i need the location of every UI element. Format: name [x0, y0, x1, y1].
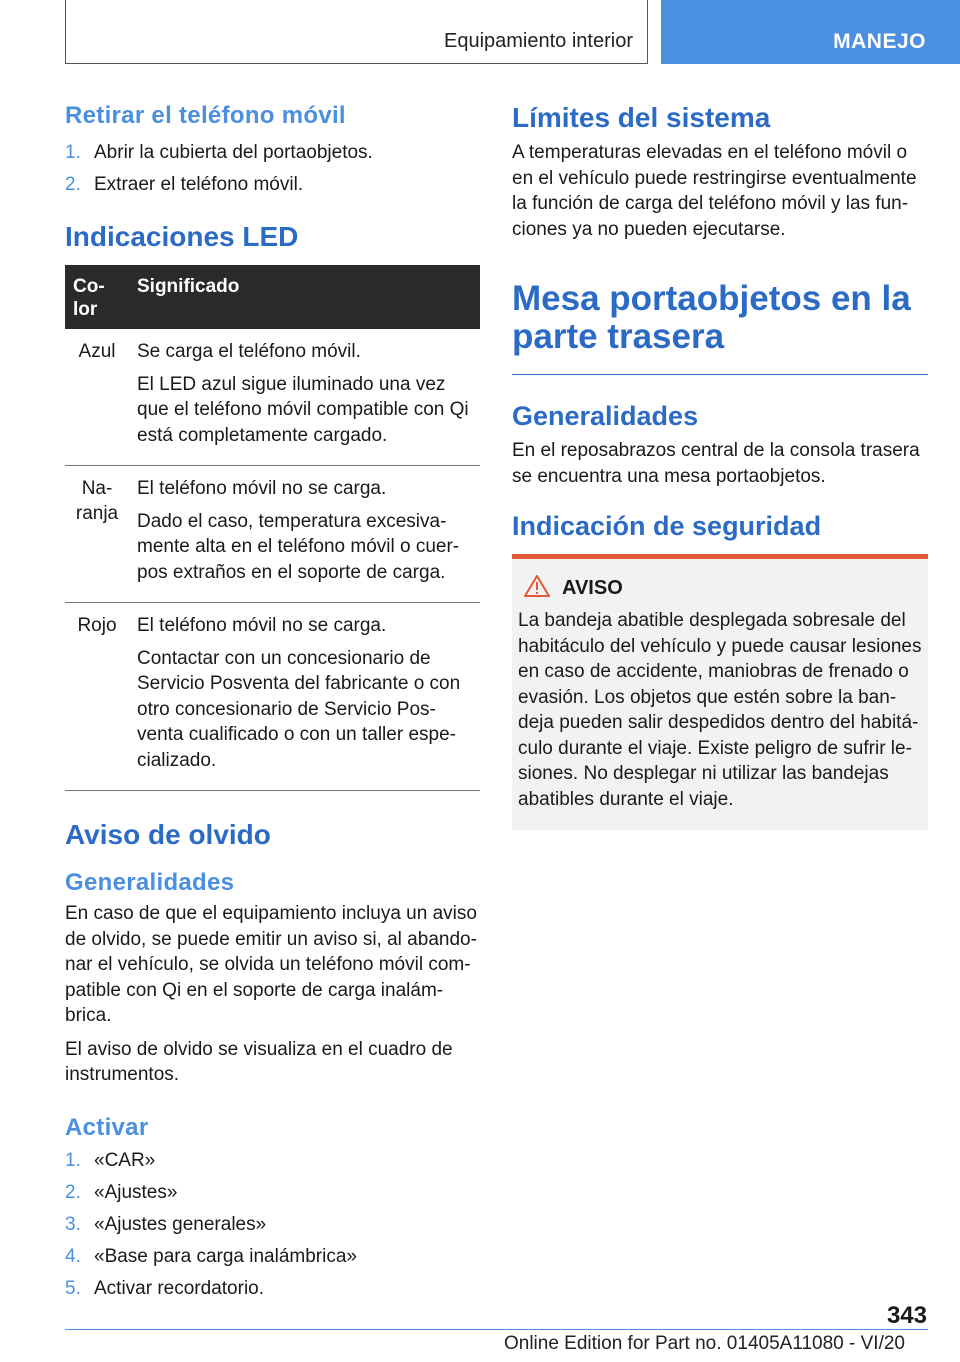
reminder-general-heading: Generalidades — [65, 869, 235, 896]
chapter-tab-label: MANEJO — [833, 30, 926, 53]
warning-triangle-icon — [524, 575, 550, 602]
limits-heading: Límites del sistema — [512, 102, 771, 133]
table-header-meaning: Significado — [129, 265, 480, 329]
reminder-paragraph-2: El aviso de olvido se visualiza en el cuadro de instrumentos. — [65, 1038, 453, 1085]
list-item: 2. «Ajustes» — [65, 1181, 178, 1203]
activate-heading: Activar — [65, 1113, 149, 1141]
remove-steps — [65, 140, 480, 197]
rear-general-paragraph: En el reposabrazos central de la consola trasera se encuentra una mesa portaobjetos. — [512, 440, 920, 487]
right-column — [512, 102, 928, 830]
list-item: 4. «Base para carga inalámbrica» — [65, 1245, 357, 1267]
heading-rule — [512, 374, 928, 375]
warning-box — [512, 554, 928, 830]
activate-steps — [65, 1148, 480, 1301]
reminder-paragraph: En caso de que el equipamiento incluya un aviso de olvido, se puede emitir un aviso si, al abando-nar el vehículo, se olvida un teléfono móvil com-patible con Qi en el soporte de carga inalám-brica. — [65, 903, 477, 1026]
chapter-tab[interactable] — [661, 0, 960, 64]
table-row: Rojo El teléfono móvil no se carga. Contactar con un concesionario de Servicio Posventa del fabricante o con otro concesionario de Servicio Pos-venta cualificado o con un taller espe-cializado. — [65, 603, 480, 791]
page-number: 343 — [886, 1302, 927, 1329]
footer-rule — [65, 1329, 928, 1330]
limits-paragraph: A temperaturas elevadas en el teléfono móvil o en el vehículo puede restringirse eventualmente la función de carga del teléfono móvil y las fun-ciones ya no pueden ejecutarse. — [512, 142, 917, 240]
list-item: 1. Abrir la cubierta del portaobjetos. — [65, 142, 373, 163]
table-header-color: Co- lor — [65, 265, 129, 329]
warning-title: AVISO — [562, 577, 623, 599]
left-column — [65, 102, 480, 1308]
safety-heading: Indicación de seguridad — [512, 511, 822, 541]
table-row: Na- ranja El teléfono móvil no se carga. Dado el caso, temperatura excesiva-mente alta en el teléfono móvil o cuer-pos extraños en el soporte de carga. — [65, 466, 480, 603]
led-table — [65, 265, 480, 791]
section-title: Equipamiento interior — [444, 30, 633, 52]
header-section-box — [65, 0, 648, 64]
edition-text: Online Edition for Part no. 01405A11080 - VI/20 — [503, 1333, 905, 1354]
warning-text: La bandeja abatible desplegada sobresale del habitáculo del vehículo y puede causar lesiones en caso de accidente, maniobras de frenado o evasión. Los objetos que estén sobre la ban-deja pueden salir despedidos dentro del habitá-culo durante el viaje. Existe peligro de sufrir le-siones. No desplegar ni utilizar las bandejas abatibles durante el viaje. — [518, 610, 922, 810]
list-item: 1. «CAR» — [65, 1149, 156, 1171]
rear-general-heading: Generalidades — [512, 401, 699, 431]
rear-table-heading: Mesa portaobjetos en la parte trasera — [512, 279, 911, 356]
list-item: 2. Extraer el teléfono móvil. — [65, 174, 304, 195]
remove-phone-heading: Retirar el teléfono móvil — [65, 102, 346, 129]
list-item: 3. «Ajustes generales» — [65, 1213, 267, 1235]
table-row: Azul Se carga el teléfono móvil. El LED azul sigue iluminado una vez que el teléfono móvil compatible con Qi está completamente cargado. — [65, 329, 480, 466]
list-item: 5. Activar recordatorio. — [65, 1277, 265, 1299]
reminder-heading: Aviso de olvido — [65, 819, 271, 850]
led-heading: Indicaciones LED — [65, 221, 299, 252]
